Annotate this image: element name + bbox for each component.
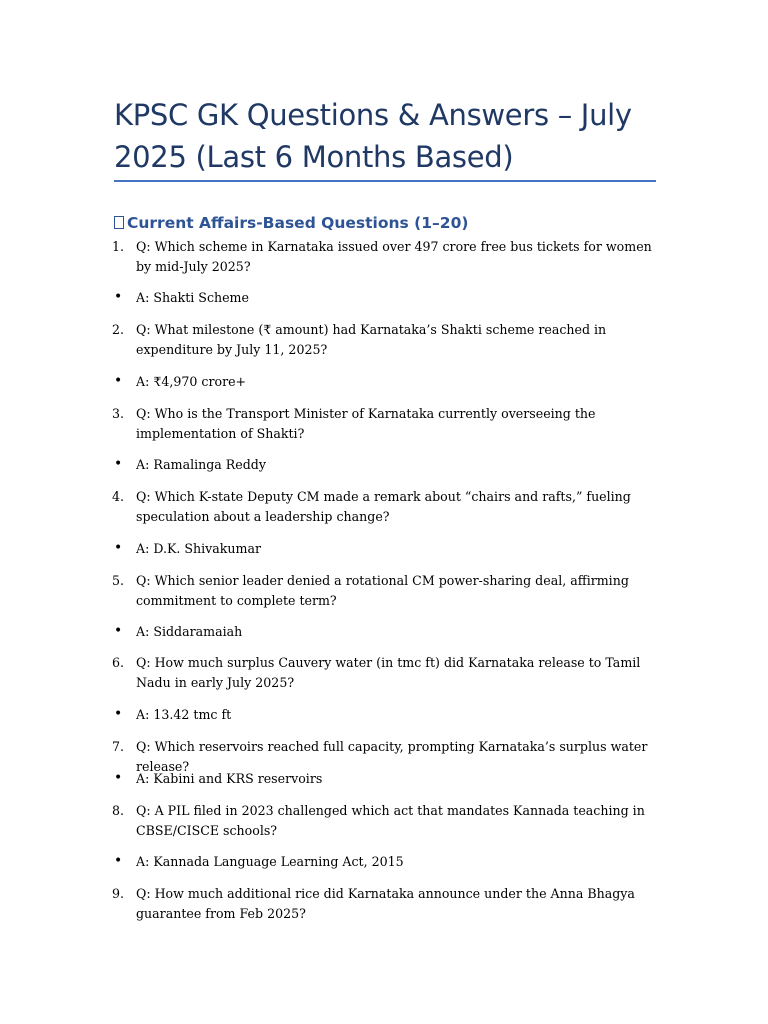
answer-text: A: 13.42 tmc ft	[136, 707, 232, 722]
answer-item	[114, 769, 656, 789]
title-underline	[114, 180, 656, 182]
section-heading	[114, 212, 468, 234]
emoji-box-icon	[114, 216, 124, 229]
question-text: Q: A PIL filed in 2023 challenged which act that mandates Kannada teaching in CBSE/CISCE schools?	[136, 803, 645, 838]
bullet-marker: •	[114, 540, 123, 556]
question-text: Q: Which reservoirs reached full capacity, prompting Karnataka’s surplus water release?	[136, 739, 648, 774]
list-number: 1.	[112, 239, 125, 254]
bullet-marker: •	[114, 289, 123, 305]
list-number: 3.	[112, 406, 125, 421]
answer-item	[114, 705, 656, 725]
section-heading-text: Current Affairs-Based Questions (1–20)	[127, 214, 469, 232]
question-item	[114, 320, 656, 359]
answer-text: A: Siddaramaiah	[136, 624, 243, 639]
bullet-marker: •	[114, 373, 123, 389]
answer-text: A: Kannada Language Learning Act, 2015	[136, 854, 404, 869]
document-title: KPSC GK Questions & Answers – July 2025 (Last 6 Months Based)	[114, 98, 632, 174]
question-text: Q: How much surplus Cauvery water (in tmc ft) did Karnataka release to Tamil Nadu in early July 2025?	[136, 655, 641, 690]
question-item	[114, 884, 656, 923]
bullet-marker: •	[114, 456, 123, 472]
question-text: Q: Which scheme in Karnataka issued over 497 crore free bus tickets for women by mid-July 2025?	[136, 239, 652, 274]
answer-item	[114, 372, 656, 392]
answer-text: A: Shakti Scheme	[136, 290, 249, 305]
answer-item	[114, 539, 656, 559]
answer-text: A: ₹4,970 crore+	[136, 374, 247, 389]
question-text: Q: Which senior leader denied a rotational CM power-sharing deal, affirming commitment to complete term?	[136, 573, 629, 608]
question-item	[114, 404, 656, 443]
question-item	[114, 653, 656, 692]
list-number: 6.	[112, 655, 125, 670]
answer-item	[114, 622, 656, 642]
answer-item	[114, 852, 656, 872]
list-number: 7.	[112, 739, 125, 754]
list-number: 9.	[112, 886, 125, 901]
bullet-marker: •	[114, 770, 123, 786]
question-item	[114, 571, 656, 610]
question-text: Q: What milestone (₹ amount) had Karnataka’s Shakti scheme reached in expenditure by July 11, 2025?	[136, 322, 607, 357]
list-number: 4.	[112, 489, 125, 504]
answer-text: A: Ramalinga Reddy	[136, 457, 266, 472]
list-number: 5.	[112, 573, 125, 588]
question-item	[114, 487, 656, 526]
bullet-marker: •	[114, 853, 123, 869]
bullet-marker: •	[114, 706, 123, 722]
list-number: 2.	[112, 322, 125, 337]
question-text: Q: Which K-state Deputy CM made a remark about “chairs and rafts,” fueling speculation about a leadership change?	[136, 489, 631, 524]
bullet-marker: •	[114, 623, 123, 639]
answer-text: A: D.K. Shivakumar	[136, 541, 262, 556]
answer-item	[114, 455, 656, 475]
question-item	[114, 237, 656, 276]
question-text: Q: Who is the Transport Minister of Karnataka currently overseeing the implementation of Shakti?	[136, 406, 596, 441]
question-text: Q: How much additional rice did Karnataka announce under the Anna Bhagya guarantee from Feb 2025?	[136, 886, 635, 921]
question-item	[114, 801, 656, 840]
list-number: 8.	[112, 803, 125, 818]
answer-item	[114, 288, 656, 308]
answer-text: A: Kabini and KRS reservoirs	[136, 771, 323, 786]
